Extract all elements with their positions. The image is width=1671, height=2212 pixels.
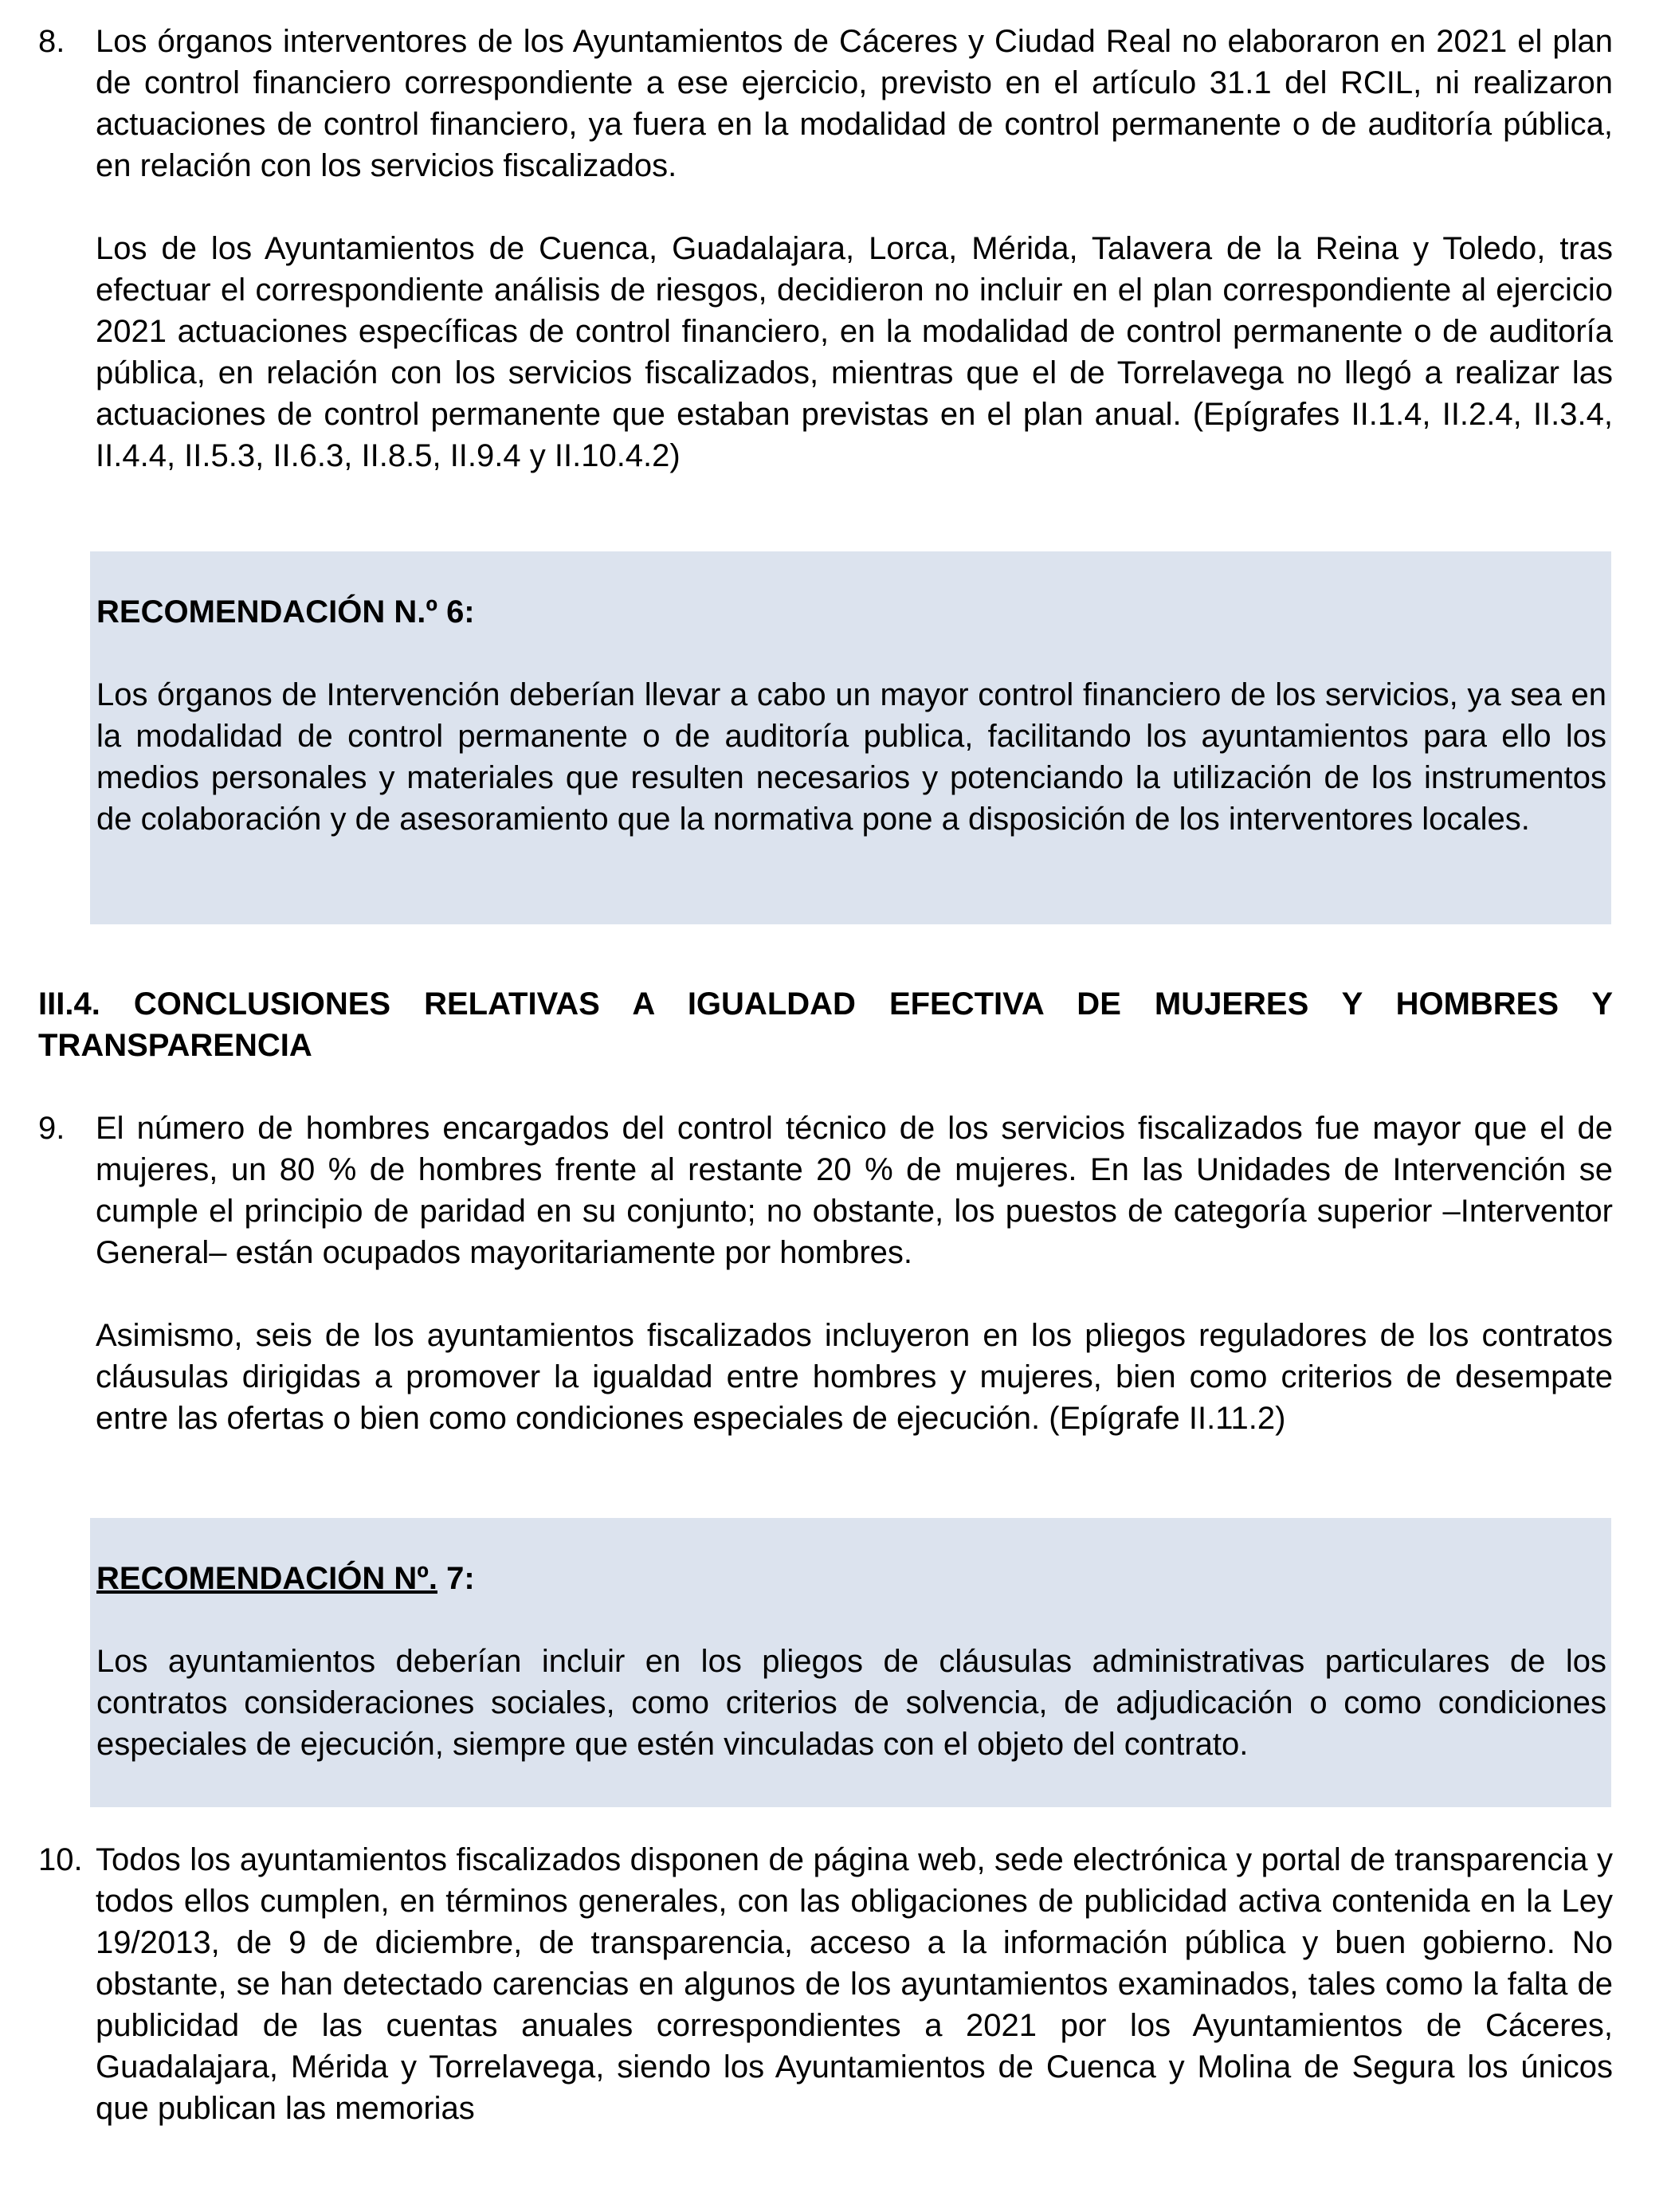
recommendation-text: Los ayuntamientos deberían incluir en los pliegos de cláusulas administrativas particulares de los contratos consideraciones sociales, como criterios de solvencia, de adjudicación o como condiciones especiales de ejecución, siempre que estén vinculadas con el objeto del contrato. — [96, 1644, 1606, 1762]
item-number: 10. — [38, 1842, 83, 1877]
paragraph: Los de los Ayuntamientos de Cuenca, Guadalajara, Lorca, Mérida, Talavera de la Reina y Toledo, tras efectuar el correspondiente análisis de riesgos, decidieron no incluir en el plan correspondiente al ejercicio 2021 actuaciones específicas de control financiero, en la modalidad de control permanente o de auditoría pública, en relación con los servicios fiscalizados, mientras que el de Torrelavega no llegó a realizar las actuaciones de control permanente que estaban previstas en el plan anual. (Epígrafes II.1.4, II.2.4, II.3.4, II.4.4, II.5.3, II.6.3, II.8.5, II.9.4 y II.10.4.2) — [96, 231, 1613, 473]
recommendation-text: Los órganos de Intervención deberían llevar a cabo un mayor control financiero de los servicios, ya sea en la modalidad de control permanente o de auditoría publica, facilitando los ayuntamientos para ello los medios personales y materiales que resulten necesarios y potenciando la utilización de los instrumentos de colaboración y de asesoramiento que la normativa pone a disposición de los interventores locales. — [96, 677, 1606, 837]
paragraph: Los órganos interventores de los Ayuntamientos de Cáceres y Ciudad Real no elaboraron en 2021 el plan de control financiero correspondiente a ese ejercicio, previsto en el artículo 31.1 del RCIL, ni realizaron actuaciones de control financiero, ya fuera en la modalidad de control permanente o de auditoría pública, en relación con los servicios fiscalizados. — [96, 24, 1613, 183]
list-item-9 — [38, 1108, 1613, 1439]
item-body — [96, 1839, 1613, 2129]
recommendation-title-underlined: RECOMENDACIÓN Nº. — [96, 1561, 437, 1596]
item-body — [96, 21, 1613, 477]
recommendation-box-6 — [90, 551, 1611, 924]
item-body — [96, 1108, 1613, 1439]
item-number: 9. — [38, 1111, 65, 1146]
recommendation-title: RECOMENDACIÓN N.º 6: — [96, 594, 475, 629]
item-number: 8. — [38, 24, 65, 59]
paragraph: El número de hombres encargados del control técnico de los servicios fiscalizados fue mayor que el de mujeres, un 80 % de hombres frente al restante 20 % de mujeres. En las Unidades de Intervención se cumple el principio de paridad en su conjunto; no obstante, los puestos de categoría superior –Interventor General– están ocupados mayoritariamente por hombres. — [96, 1111, 1613, 1270]
paragraph: Asimismo, seis de los ayuntamientos fiscalizados incluyeron en los pliegos reguladores de los contratos cláusulas dirigidas a promover la igualdad entre hombres y mujeres, bien como criterios de desempate entre las ofertas o bien como condiciones especiales de ejecución. (Epígrafe II.11.2) — [96, 1318, 1613, 1436]
section-heading — [38, 983, 1613, 1066]
recommendation-title — [96, 1558, 1606, 1599]
section-heading-line2: TRANSPARENCIA — [38, 1028, 312, 1063]
section-heading-line1: III.4. CONCLUSIONES RELATIVAS A IGUALDAD EFECTIVA DE MUJERES Y HOMBRES Y — [38, 986, 1613, 1022]
list-item-8 — [38, 21, 1613, 477]
recommendation-box-7 — [90, 1518, 1611, 1807]
paragraph: Todos los ayuntamientos fiscalizados disponen de página web, sede electrónica y portal de transparencia y todos ellos cumplen, en términos generales, con las obligaciones de publicidad activa contenida en la Ley 19/2013, de 9 de diciembre, de transparencia, acceso a la información pública y buen gobierno. No obstante, se han detectado carencias en algunos de los ayuntamientos examinados, tales como la falta de publicidad de las cuentas anuales correspondientes a 2021 por los Ayuntamientos de Cáceres, Guadalajara, Mérida y Torrelavega, siendo los Ayuntamientos de Cuenca y Molina de Segura los únicos que publican las memorias — [96, 1842, 1613, 2126]
recommendation-title-number: 7: — [437, 1561, 475, 1596]
list-item-10 — [38, 1839, 1613, 2129]
